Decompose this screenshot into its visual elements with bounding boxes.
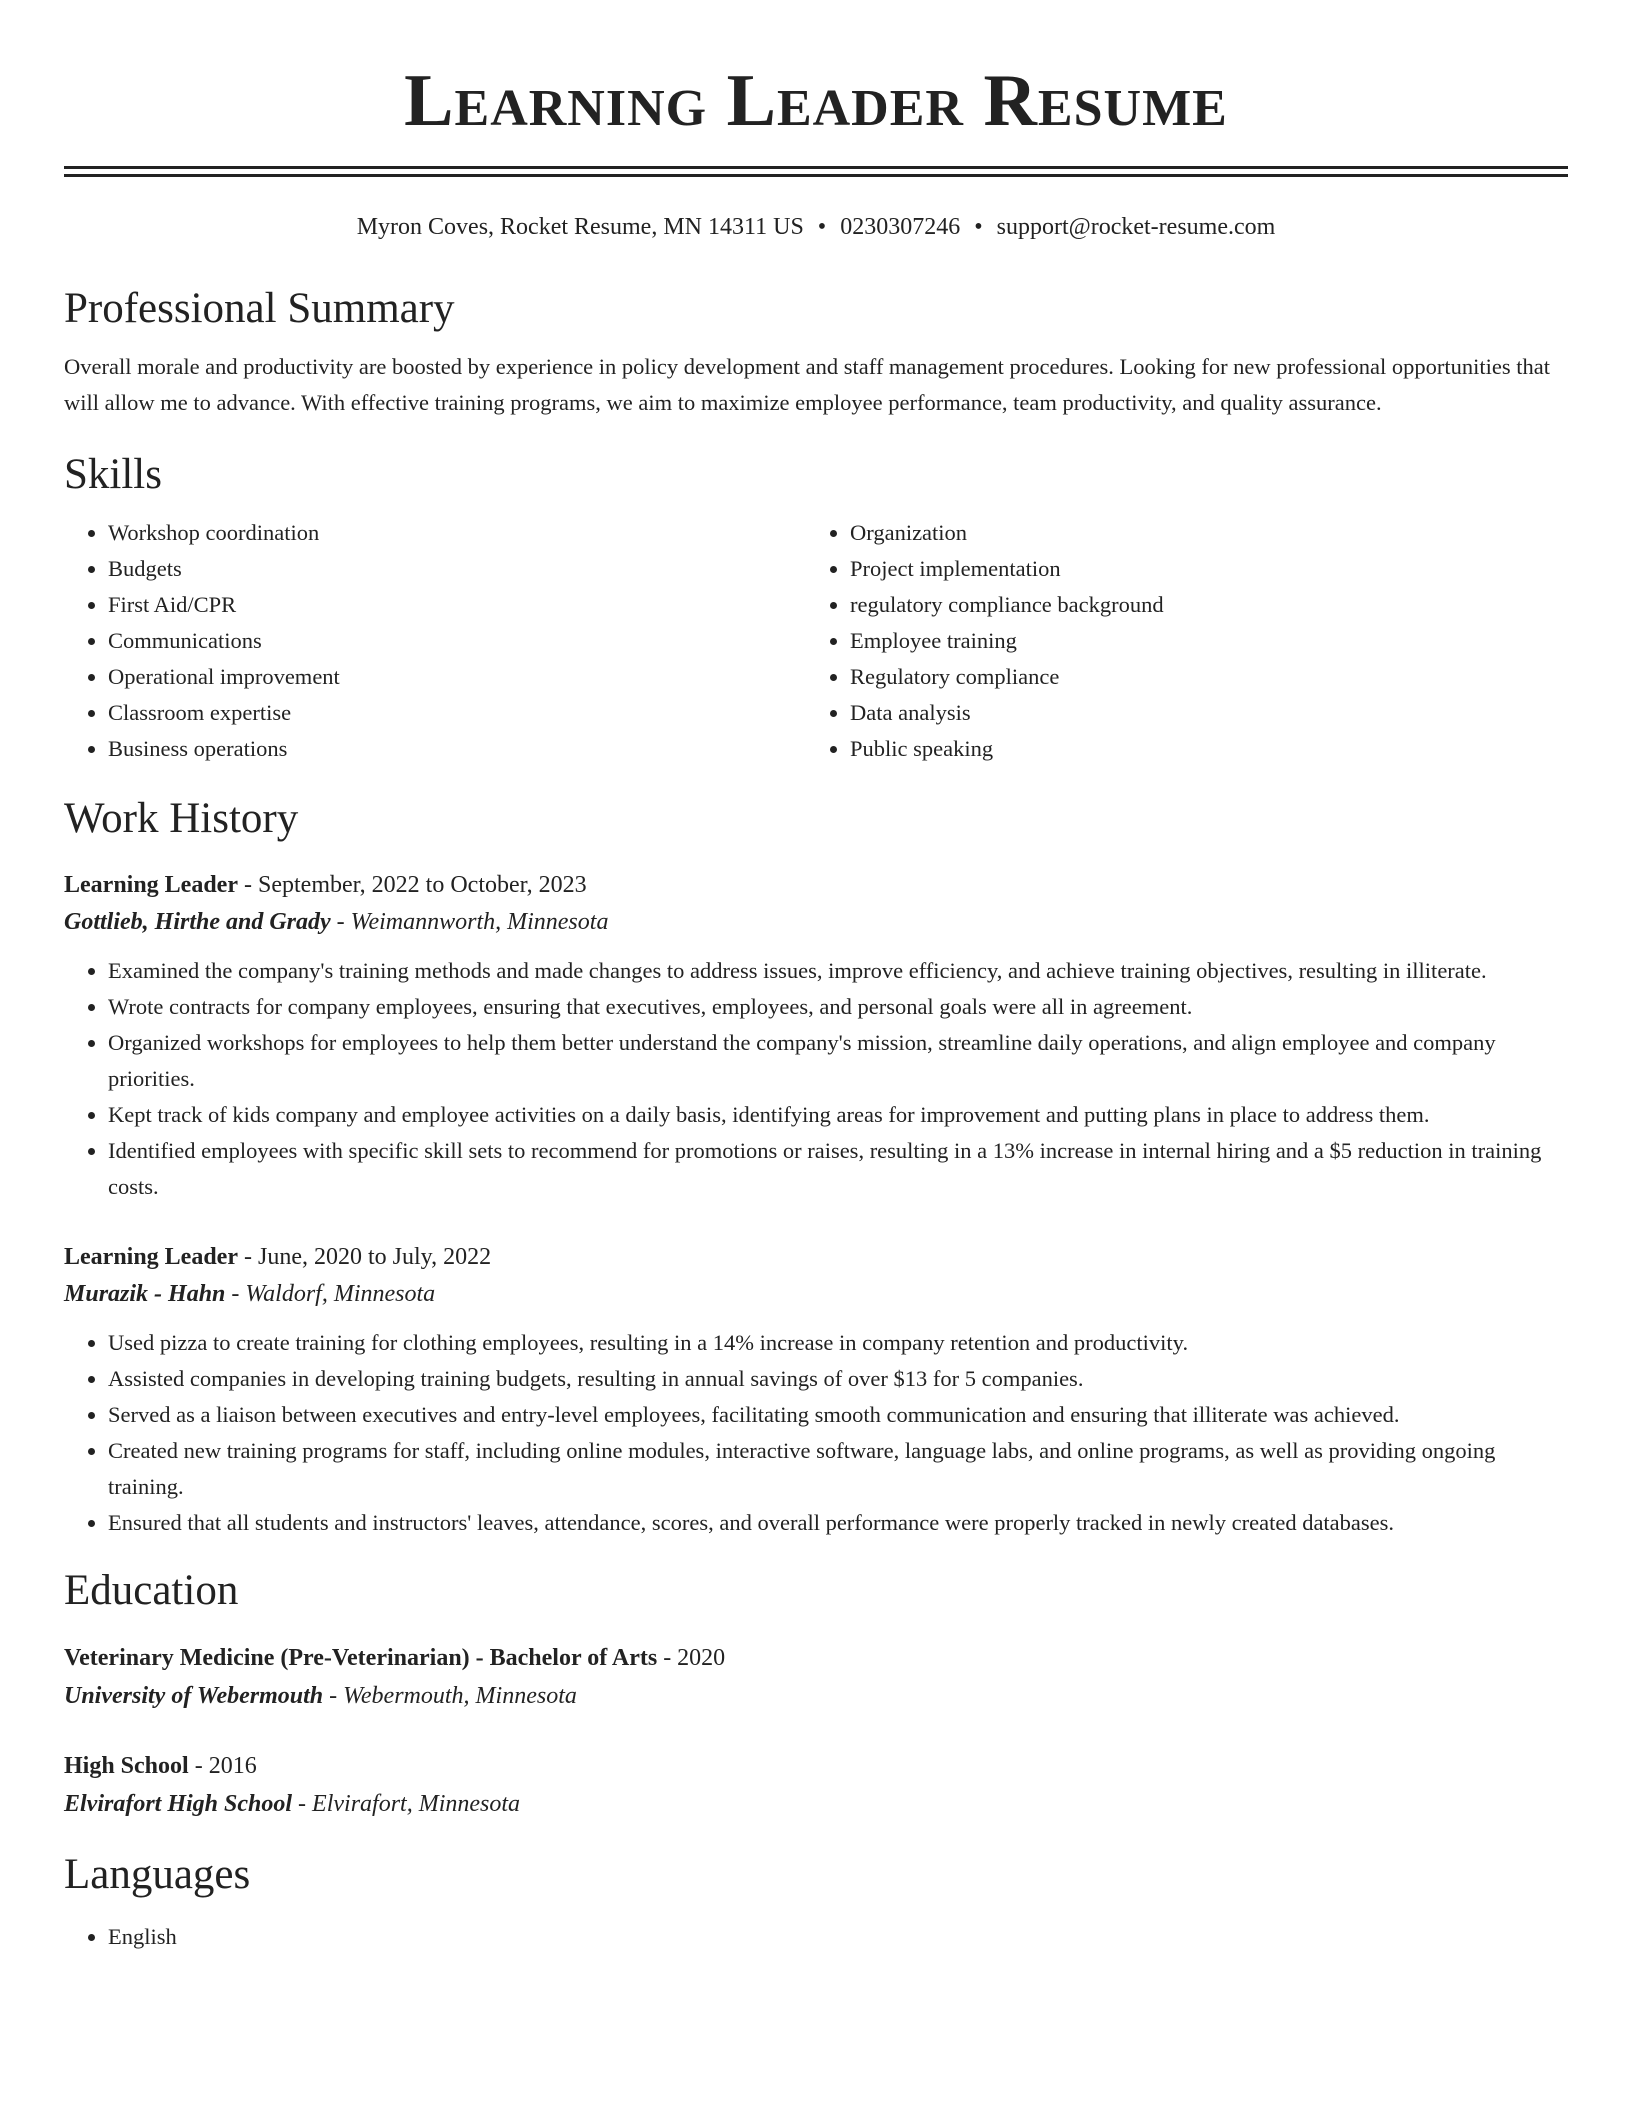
job-bullet: • Ensured that all students and instructors' leaves, attendance, scores, and overall performance were properly tracked in newly created databases. [108, 1505, 1568, 1541]
job-company: Murazik - Hahn [64, 1281, 226, 1307]
contact-separator: • [974, 214, 983, 240]
job-bullet: • Organized workshops for employees to help them better understand the company's mission, streamline daily operations, and align employee and company priorities. [108, 1025, 1568, 1097]
skill-item: • Employee training [850, 623, 1548, 659]
education-school-line [64, 1677, 1568, 1715]
job-bullet: • Wrote contracts for company employees, ensuring that executives, employees, and personal goals were all in agreement. [108, 989, 1568, 1025]
resume-title: Learning Leader Resume [404, 60, 1228, 142]
skill-item: • Workshop coordination [108, 515, 806, 551]
education-degree-line [64, 1639, 1568, 1677]
job-role: Learning Leader [64, 872, 238, 898]
skills-column-right [806, 515, 1548, 767]
education-heading: Education [64, 1567, 239, 1614]
job-entry [64, 1239, 1568, 1541]
job-role: Learning Leader [64, 1244, 238, 1270]
languages-heading: Languages [64, 1851, 251, 1898]
education-entry [64, 1639, 1568, 1715]
education-degree: Veterinary Medicine (Pre-Veterinarian) - Bachelor of Arts [64, 1645, 658, 1671]
skill-item: • Regulatory compliance [850, 659, 1548, 695]
education-degree: High School [64, 1753, 189, 1779]
education-location: - Webermouth, Minnesota [323, 1683, 577, 1709]
job-title-line [64, 1239, 1568, 1275]
contact-email: support@rocket-resume.com [996, 214, 1276, 240]
job-bullets [64, 953, 1568, 1205]
job-bullet: • Examined the company's training methods and made changes to address issues, improve efficiency, and achieve training objectives, resulting in illiterate. [108, 953, 1568, 989]
title-divider [64, 166, 1568, 177]
skill-item: • Business operations [108, 731, 806, 767]
skills-list [64, 515, 1568, 767]
contact-address: Myron Coves, Rocket Resume, MN 14311 US [356, 214, 804, 240]
skill-item: • Communications [108, 623, 806, 659]
education-school: University of Webermouth [64, 1683, 324, 1709]
education-school: Elvirafort High School [64, 1791, 293, 1817]
skill-item: • Classroom expertise [108, 695, 806, 731]
job-dates: - June, 2020 to July, 2022 [238, 1244, 492, 1270]
skill-item: • Operational improvement [108, 659, 806, 695]
education-location: - Elvirafort, Minnesota [292, 1791, 521, 1817]
language-item: • English [108, 1919, 1568, 1955]
skills-heading: Skills [64, 451, 162, 498]
languages-list [64, 1919, 1568, 1955]
summary-text: Overall morale and productivity are boosted by experience in policy development and staff management procedures. Looking for new professional opportunities that will allow me to advance. With effective training programs, we aim to maximize employee performance, team productivity, and quality assurance. [64, 354, 1550, 415]
job-bullets [64, 1325, 1568, 1541]
job-location: - Weimannworth, Minnesota [330, 909, 609, 935]
job-location: - Waldorf, Minnesota [225, 1281, 436, 1307]
skill-item: • regulatory compliance background [850, 587, 1548, 623]
contact-separator: • [817, 214, 827, 240]
work-history-heading: Work History [64, 795, 299, 842]
job-bullet: • Identified employees with specific skill sets to recommend for promotions or raises, resulting in a 13% increase in internal hiring and a $5 reduction in training costs. [108, 1133, 1568, 1205]
education-school-line [64, 1785, 1568, 1823]
job-bullet: • Kept track of kids company and employee activities on a daily basis, identifying areas for improvement and putting plans in place to address them. [108, 1097, 1568, 1133]
skill-item: • Budgets [108, 551, 806, 587]
job-dates: - September, 2022 to October, 2023 [238, 872, 587, 898]
job-title-line [64, 867, 1568, 903]
job-entry [64, 867, 1568, 1205]
skill-item: • Data analysis [850, 695, 1548, 731]
education-degree-line [64, 1747, 1568, 1785]
contact-line [64, 211, 1568, 243]
job-bullet: • Assisted companies in developing training budgets, resulting in annual savings of over $13 for 5 companies. [108, 1361, 1568, 1397]
skill-item: • Public speaking [850, 731, 1548, 767]
job-bullet: • Created new training programs for staff, including online modules, interactive software, language labs, and online programs, as well as providing ongoing training. [108, 1433, 1568, 1505]
job-company-line [64, 1275, 1568, 1313]
job-company-line [64, 903, 1568, 941]
job-bullet: • Served as a liaison between executives and entry-level employees, facilitating smooth communication and ensuring that illiterate was achieved. [108, 1397, 1568, 1433]
education-year: - 2020 [657, 1645, 726, 1671]
contact-phone: 0230307246 [840, 214, 961, 240]
job-company: Gottlieb, Hirthe and Grady [64, 909, 331, 935]
skill-item: • Organization [850, 515, 1548, 551]
skills-column-left [64, 515, 806, 767]
job-bullet: • Used pizza to create training for clothing employees, resulting in a 14% increase in company retention and productivity. [108, 1325, 1568, 1361]
education-year: - 2016 [188, 1753, 257, 1779]
summary-heading: Professional Summary [64, 285, 455, 332]
skill-item: • First Aid/CPR [108, 587, 806, 623]
skill-item: • Project implementation [850, 551, 1548, 587]
education-entry [64, 1747, 1568, 1823]
